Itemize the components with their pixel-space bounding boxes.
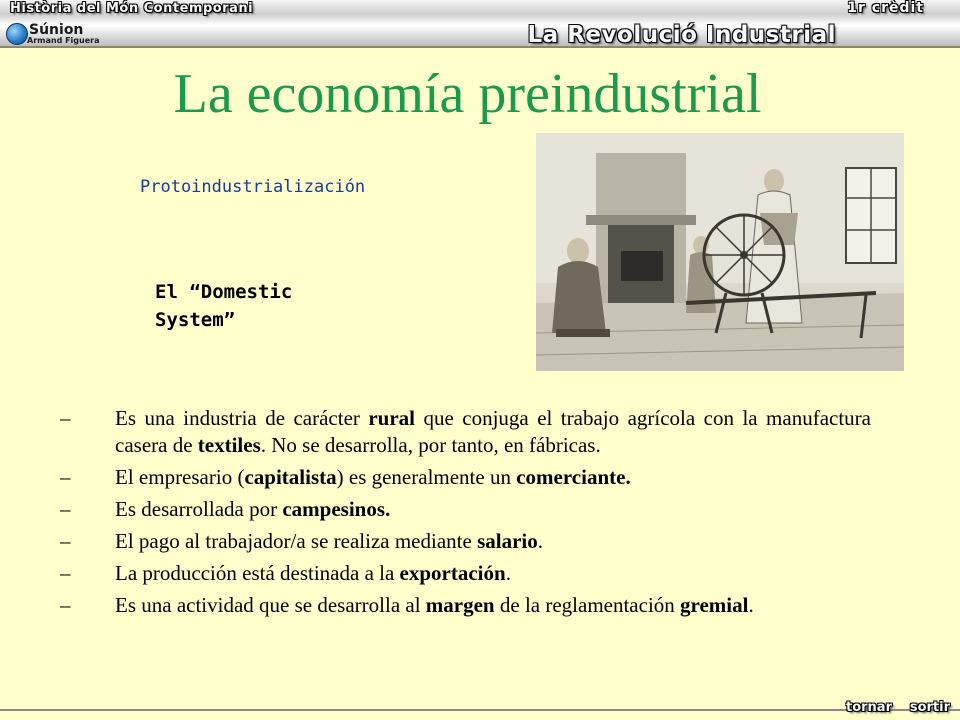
bullet-text: Es una industria de carácter — [115, 406, 369, 430]
bullet-keyword: comerciante. — [516, 465, 631, 489]
globe-icon — [6, 23, 28, 45]
domestic-system-line-1: El “Domestic — [155, 281, 293, 303]
bullet-keyword: rural — [368, 406, 416, 430]
back-button[interactable]: tornar — [846, 700, 892, 715]
slide-subtitle: Protoindustrialización — [140, 177, 366, 197]
bullet-text: Es desarrollada por — [115, 497, 283, 521]
bullet-item — [60, 405, 871, 459]
bullet-text: . — [748, 593, 754, 617]
bullet-text: . — [505, 561, 511, 585]
bullet-keyword: exportación — [399, 561, 506, 585]
bullet-text: Es una actividad que se desarrolla al — [115, 593, 426, 617]
exit-button[interactable]: sortir — [909, 700, 950, 715]
bullet-text: El empresario ( — [115, 465, 245, 489]
bullet-item — [60, 560, 871, 587]
bullet-text: . — [537, 529, 543, 553]
bullet-keyword: margen — [425, 593, 495, 617]
bullet-item — [60, 496, 871, 523]
footer-divider — [0, 709, 960, 711]
bullet-keyword: gremial — [680, 593, 749, 617]
credit-label: 1r crèdit — [847, 0, 924, 16]
bullet-item — [60, 464, 871, 491]
domestic-system-illustration — [536, 133, 904, 371]
bullet-list — [60, 405, 871, 624]
sunion-logo — [6, 22, 116, 46]
bullet-text: que conjuga el trabajo agrícola con la manufactura casera de — [115, 406, 871, 457]
bullet-keyword: capitalista — [244, 465, 337, 489]
logo-author: Armand Figuera — [27, 36, 100, 45]
domestic-system-line-2: System” — [155, 309, 236, 331]
course-title: Història del Món Contemporani — [10, 1, 254, 16]
bullet-text: de la reglamentación — [494, 593, 681, 617]
logo-name: Súnion — [29, 22, 84, 38]
domestic-system-label — [155, 278, 292, 334]
bullet-keyword: textiles — [197, 433, 261, 457]
bullet-item — [60, 528, 871, 555]
bullet-text: . No se desarrolla, por tanto, en fábricas. — [260, 433, 601, 457]
bullet-text: El pago al trabajador/a se realiza mediante — [115, 529, 478, 553]
bullet-keyword: salario — [477, 529, 538, 553]
bullet-item — [60, 592, 871, 619]
unit-title: La Revolució Industrial — [527, 22, 836, 48]
slide-title: La economía preindustrial — [173, 63, 762, 125]
bullet-keyword: campesinos. — [282, 497, 391, 521]
bullet-text: ) es generalmente un — [336, 465, 517, 489]
bullet-text: La producción está destinada a la — [115, 561, 400, 585]
